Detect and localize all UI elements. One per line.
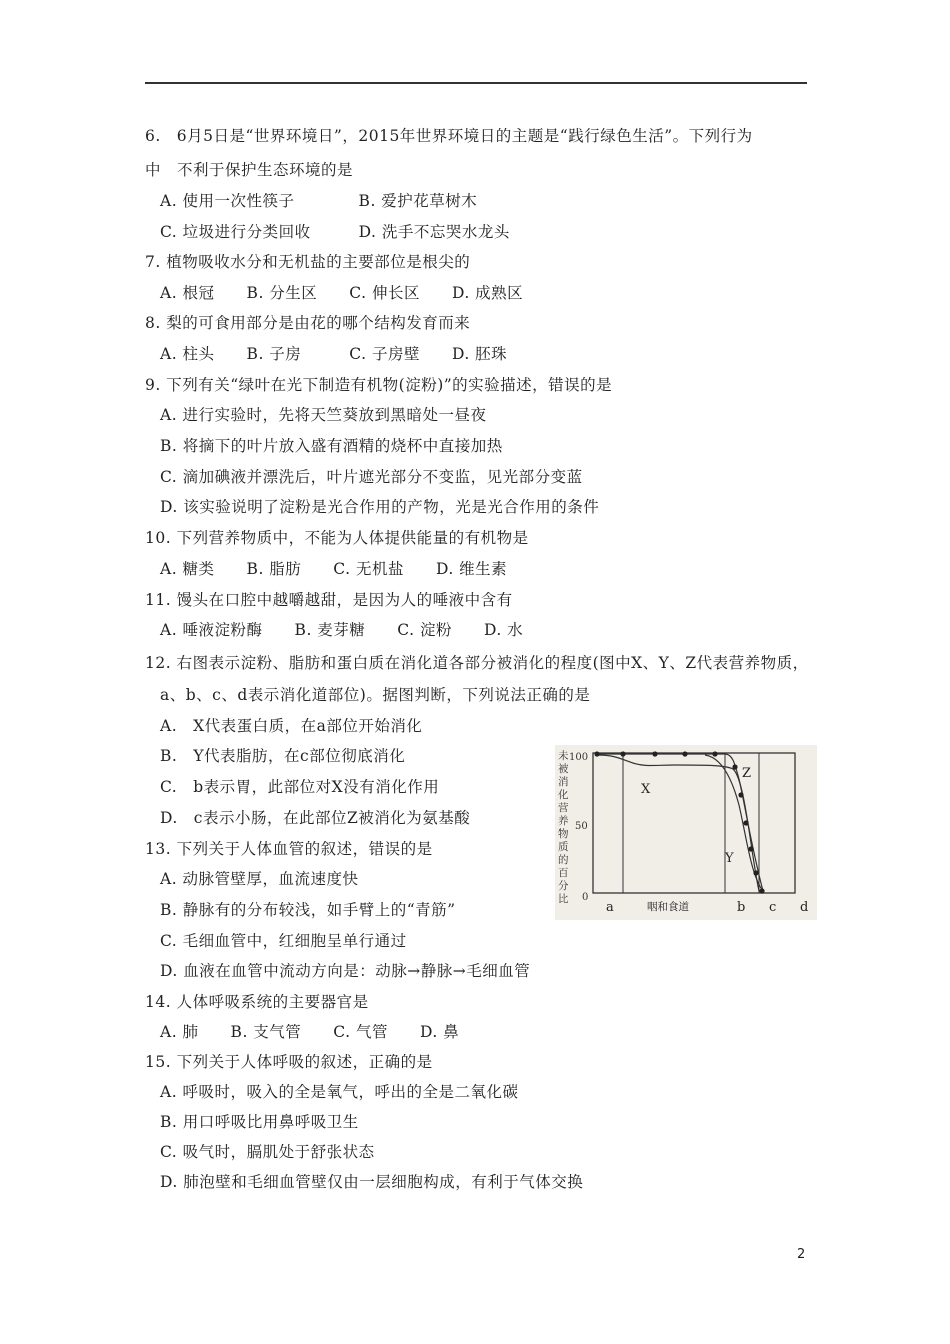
q9-option-d: D. 该实验说明了淀粉是光合作用的产物，光是光合作用的条件 bbox=[160, 498, 600, 516]
x-tick-d: d bbox=[800, 900, 809, 915]
q10-stem: 10. 下列营养物质中，不能为人体提供能量的有机物是 bbox=[145, 529, 529, 547]
x-tick-c: c bbox=[769, 900, 777, 915]
q6-stem-cont: 中 不利于保护生态环境的是 bbox=[145, 161, 354, 179]
q10-options: A. 糖类 B. 脂肪 C. 无机盐 D. 维生素 bbox=[160, 560, 508, 578]
q15-option-c: C. 吸气时，膈肌处于舒张状态 bbox=[160, 1143, 375, 1161]
header-rule bbox=[145, 82, 807, 84]
q7-stem: 7. 植物吸收水分和无机盐的主要部位是根尖的 bbox=[145, 253, 471, 271]
q6-options-cd: C. 垃圾进行分类回收 D. 洗手不忘哭水龙头 bbox=[160, 223, 510, 241]
ylabel-char: 消 bbox=[558, 776, 569, 788]
z-dot bbox=[753, 870, 758, 875]
ylabel-char: 质 bbox=[558, 841, 569, 853]
page-number: 2 bbox=[797, 1247, 806, 1262]
series-label-x: X bbox=[641, 782, 651, 797]
ylabel-char: 的 bbox=[558, 854, 569, 866]
q9-option-c: C. 滴加碘液并漂洗后，叶片遮光部分不变监，见光部分变蓝 bbox=[160, 468, 583, 486]
series-label-z: Z bbox=[742, 766, 752, 781]
z-dot bbox=[712, 751, 717, 756]
z-dot bbox=[738, 792, 743, 797]
y-tick-100: 100 bbox=[569, 752, 589, 763]
q6-stem: 6. 6月5日是“世界环境日”，2015年世界环境日的主题是“践行绿色生活”。下列行为 bbox=[145, 127, 753, 145]
q12-option-c: C. b表示胃，此部位对X没有消化作用 bbox=[160, 778, 440, 796]
q12-option-b: B. Y代表脂肪，在c部位彻底消化 bbox=[160, 747, 406, 765]
z-dot bbox=[594, 751, 599, 756]
q11-options: A. 唾液淀粉酶 B. 麦芽糖 C. 淀粉 D. 水 bbox=[160, 621, 524, 639]
q13-option-a: A. 动脉管壁厚，血流速度快 bbox=[160, 870, 359, 888]
x-tick-pharynx: 咽和食道 bbox=[647, 901, 689, 913]
q12-stem: 12. 右图表示淀粉、脂肪和蛋白质在消化道各部分被消化的程度(图中X、Y、Z代表营养物质， bbox=[145, 654, 809, 672]
q13-option-b: B. 静脉有的分布较浅，如手臂上的“青筋” bbox=[160, 901, 456, 919]
q14-stem: 14. 人体呼吸系统的主要器官是 bbox=[145, 993, 369, 1011]
ylabel-char: 被 bbox=[558, 763, 569, 775]
ylabel-char: 养 bbox=[558, 815, 569, 827]
figure-background bbox=[555, 745, 817, 920]
digestion-figure bbox=[555, 745, 817, 920]
ylabel-char: 化 bbox=[558, 789, 569, 801]
q15-option-b: B. 用口呼吸比用鼻呼吸卫生 bbox=[160, 1113, 359, 1131]
digestion-chart bbox=[555, 745, 817, 920]
q12-option-a: A. X代表蛋白质，在a部位开始消化 bbox=[160, 717, 423, 735]
q8-stem: 8. 梨的可食用部分是由花的哪个结构发育而来 bbox=[145, 314, 471, 332]
ylabel-char: 比 bbox=[558, 893, 569, 905]
q9-option-a: A. 进行实验时，先将天竺葵放到黑暗处一昼夜 bbox=[160, 406, 487, 424]
series-label-y: Y bbox=[725, 851, 734, 866]
q14-options: A. 肺 B. 支气管 C. 气管 D. 鼻 bbox=[160, 1023, 460, 1041]
y-tick-0: 0 bbox=[582, 892, 589, 903]
q15-option-d: D. 肺泡壁和毛细血管壁仅由一层细胞构成，有利于气体交换 bbox=[160, 1173, 584, 1191]
q13-option-c: C. 毛细血管中，红细胞呈单行通过 bbox=[160, 932, 407, 950]
q15-option-a: A. 呼吸时，吸入的全是氧气，呼出的全是二氧化碳 bbox=[160, 1083, 519, 1101]
z-dot bbox=[682, 751, 687, 756]
q9-option-b: B. 将摘下的叶片放入盛有酒精的烧杯中直接加热 bbox=[160, 437, 503, 455]
z-dot bbox=[748, 846, 753, 851]
ylabel-char: 分 bbox=[558, 880, 569, 892]
z-dot bbox=[759, 888, 764, 893]
q13-option-d: D. 血液在血管中流动方向是：动脉→静脉→毛细血管 bbox=[160, 962, 531, 980]
q7-options: A. 根冠 B. 分生区 C. 伸长区 D. 成熟区 bbox=[160, 284, 524, 302]
y-tick-50: 50 bbox=[575, 821, 588, 832]
ylabel-char: 百 bbox=[558, 867, 569, 879]
q9-stem: 9. 下列有关“绿叶在光下制造有机物(淀粉)”的实验描述，错误的是 bbox=[145, 376, 613, 394]
x-tick-b: b bbox=[737, 900, 746, 915]
z-dot bbox=[732, 764, 737, 769]
q15-stem: 15. 下列关于人体呼吸的叙述，正确的是 bbox=[145, 1053, 433, 1071]
x-tick-a: a bbox=[606, 900, 614, 915]
q6-options-ab: A. 使用一次性筷子 B. 爱护花草树木 bbox=[160, 192, 478, 210]
q12-option-d: D. c表示小肠，在此部位Z被消化为氨基酸 bbox=[160, 809, 471, 827]
z-dot bbox=[743, 820, 748, 825]
ylabel-char: 未 bbox=[558, 750, 569, 762]
q8-options: A. 柱头 B. 子房 C. 子房壁 D. 胚珠 bbox=[160, 345, 508, 363]
z-dot bbox=[620, 751, 625, 756]
z-dot bbox=[652, 751, 657, 756]
q12-stem-cont: a、b、c、d表示消化道部位)。据图判断，下列说法正确的是 bbox=[160, 686, 591, 704]
q11-stem: 11. 馒头在口腔中越嚼越甜，是因为人的唾液中含有 bbox=[145, 591, 513, 609]
ylabel-char: 营 bbox=[558, 802, 569, 814]
ylabel-char: 物 bbox=[558, 828, 569, 840]
q13-stem: 13. 下列关于人体血管的叙述，错误的是 bbox=[145, 840, 433, 858]
